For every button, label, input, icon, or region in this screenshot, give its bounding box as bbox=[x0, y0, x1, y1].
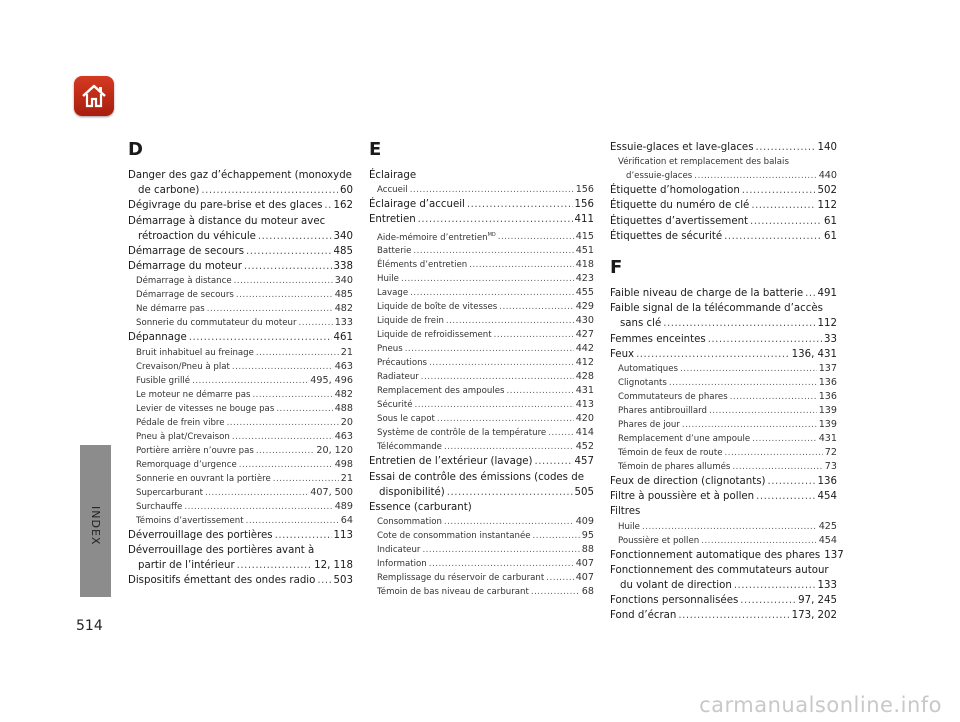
index-column-e bbox=[369, 140, 594, 599]
index-subentry: Témoins d’avertissement ..... 64 bbox=[128, 514, 353, 528]
index-subentry: Précautions ..... 412 bbox=[369, 356, 594, 370]
index-entry[interactable]: Fonctionnement des commutateurs autour bbox=[610, 564, 829, 576]
index-subentry: Remorquage d’urgence ..... 498 bbox=[128, 458, 353, 472]
index-subentry: Portière arrière n’ouvre pas ..... 20, 120 bbox=[128, 444, 353, 458]
index-subentry: d’essuie-glaces ..... 440 bbox=[610, 169, 837, 183]
index-subentry: Liquide de frein ..... 430 bbox=[369, 314, 594, 328]
index-subentry: Pneus ..... 442 bbox=[369, 342, 594, 356]
index-subentry: Consommation ..... 409 bbox=[369, 515, 594, 529]
index-entry: Filtre à poussière et à pollen ..... 454 bbox=[610, 489, 837, 504]
index-entry: rétroaction du véhicule ..... 340 bbox=[128, 229, 353, 244]
section-letter-d: D bbox=[128, 139, 143, 160]
index-subentry: Sonnerie en ouvrant la portière ..... 21 bbox=[128, 472, 353, 486]
index-column-f bbox=[610, 140, 844, 624]
index-side-label: INDEX bbox=[89, 506, 102, 546]
index-subentry[interactable]: Vérification et remplacement des balais bbox=[618, 157, 789, 168]
index-subentry: Éléments d’entretien ..... 418 bbox=[369, 258, 594, 272]
index-subentry: Radiateur ..... 428 bbox=[369, 370, 594, 384]
index-entry: Éclairage d’accueil ..... 156 bbox=[369, 197, 594, 212]
index-entry[interactable]: Éclairage bbox=[369, 170, 417, 181]
index-subentry: Indicateur ..... 88 bbox=[369, 543, 594, 557]
index-subentry: Démarrage de secours ..... 485 bbox=[128, 288, 353, 302]
index-subentry: Information ..... 407 bbox=[369, 557, 594, 571]
index-subentry: Témoin de phares allumés ..... 73 bbox=[610, 460, 837, 474]
index-subentry: Sous le capot ..... 420 bbox=[369, 412, 594, 426]
index-entry[interactable]: Démarrage à distance du moteur avec bbox=[128, 215, 326, 227]
index-subentry: Fusible grillé ..... 495, 496 bbox=[128, 374, 353, 388]
index-entry: Étiquettes de sécurité ..... 61 bbox=[610, 229, 837, 244]
index-entry: partir de l’intérieur ..... 12, 118 bbox=[128, 558, 353, 573]
index-subentry: Système de contrôle de la température ..... 414 bbox=[369, 426, 594, 440]
index-subentry: Témoin de bas niveau de carburant ..... 68 bbox=[369, 585, 594, 599]
index-subentry: Remplacement d’une ampoule ..... 431 bbox=[610, 432, 837, 446]
index-entry: Femmes enceintes ..... 33 bbox=[610, 332, 837, 347]
index-entry: Entretien ..... 411 bbox=[369, 212, 594, 227]
index-subentry: Sécurité ..... 413 bbox=[369, 398, 594, 412]
index-subentry: Crevaison/Pneu à plat ..... 463 bbox=[128, 360, 353, 374]
index-entry[interactable]: Essai de contrôle des émissions (codes de bbox=[369, 471, 584, 483]
index-entry: Dispositifs émettant des ondes radio ..... 503 bbox=[128, 573, 353, 588]
index-entry: disponibilité) ..... 505 bbox=[369, 485, 594, 500]
index-entry: sans clé ..... 112 bbox=[610, 316, 837, 331]
index-entry: Faible niveau de charge de la batterie ..... 491 bbox=[610, 286, 837, 301]
index-subentry: Supercarburant ..... 407, 500 bbox=[128, 486, 353, 500]
index-entry: Dégivrage du pare-brise et des glaces ..... 162 bbox=[128, 198, 353, 213]
index-subentry: Liquide de refroidissement ..... 427 bbox=[369, 328, 594, 342]
index-subentry: Phares de jour ..... 139 bbox=[610, 418, 837, 432]
section-letter-f: F bbox=[610, 257, 623, 279]
index-subentry: Surchauffe ..... 489 bbox=[128, 500, 353, 514]
index-subentry: Huile ..... 423 bbox=[369, 272, 594, 286]
index-entry: Entretien de l’extérieur (lavage) ..... 457 bbox=[369, 454, 594, 469]
index-entry[interactable]: Filtres bbox=[610, 506, 641, 518]
index-subentry: Remplissage du réservoir de carburant ..... 407 bbox=[369, 571, 594, 585]
index-entry[interactable]: Faible signal de la télécommande d’accès bbox=[610, 303, 823, 315]
index-subentry: Lavage ..... 455 bbox=[369, 286, 594, 300]
index-subentry: Phares antibrouillard ..... 139 bbox=[610, 404, 837, 418]
index-entry: Étiquette d’homologation ..... 502 bbox=[610, 183, 837, 198]
index-entry: Étiquette du numéro de clé ..... 112 bbox=[610, 198, 837, 213]
index-entry: Feux de direction (clignotants) ..... 136 bbox=[610, 474, 837, 489]
index-subentry: Aide-mémoire d’entretien$^{MD}$ ..... 415 bbox=[369, 228, 594, 245]
index-subentry: Le moteur ne démarre pas ..... 482 bbox=[128, 388, 353, 402]
index-entry: Dépannage ..... 461 bbox=[128, 330, 353, 345]
index-entry: Déverrouillage des portières ..... 113 bbox=[128, 528, 353, 543]
index-subentry: Témoin de feux de route ..... 72 bbox=[610, 446, 837, 460]
section-letter-e: E bbox=[369, 139, 382, 160]
page-number: 514 bbox=[76, 618, 103, 634]
index-subentry: Pédale de frein vibre ..... 20 bbox=[128, 416, 353, 430]
index-entry: de carbone) ..... 60 bbox=[128, 183, 353, 198]
index-subentry: Sonnerie du commutateur du moteur ..... 133 bbox=[128, 316, 353, 330]
index-entry: du volant de direction ..... 133 bbox=[610, 578, 837, 593]
index-entry: Essuie-glaces et lave-glaces ..... 140 bbox=[610, 140, 837, 155]
index-entry[interactable]: Danger des gaz d’échappement (monoxyde bbox=[128, 170, 352, 181]
index-subentry: Commutateurs de phares ..... 136 bbox=[610, 390, 837, 404]
index-subentry: Huile ..... 425 bbox=[610, 520, 837, 534]
index-entry: Démarrage du moteur ..... 338 bbox=[128, 259, 353, 274]
index-subentry: Poussière et pollen ..... 454 bbox=[610, 534, 837, 548]
index-subentry: Démarrage à distance ..... 340 bbox=[128, 274, 353, 288]
index-subentry: Ne démarre pas ..... 482 bbox=[128, 302, 353, 316]
index-entry[interactable]: Essence (carburant) bbox=[369, 502, 472, 514]
index-entry: Feux ..... 136, 431 bbox=[610, 347, 837, 362]
index-subentry: Télécommande ..... 452 bbox=[369, 440, 594, 454]
index-subentry: Liquide de boîte de vitesses ..... 429 bbox=[369, 300, 594, 314]
index-entry: Fonctions personnalisées ..... 97, 245 bbox=[610, 593, 837, 608]
index-subentry: Pneu à plat/Crevaison ..... 463 bbox=[128, 430, 353, 444]
index-column-d bbox=[128, 140, 353, 588]
index-subentry: Batterie ..... 451 bbox=[369, 244, 594, 258]
index-entry: Fonctionnement automatique des phares 137 bbox=[610, 549, 844, 561]
index-subentry: Bruit inhabituel au freinage ..... 21 bbox=[128, 346, 353, 360]
home-icon bbox=[79, 81, 109, 111]
index-subentry: Accueil ..... 156 bbox=[369, 183, 594, 197]
watermark: carmanualsonline.info bbox=[699, 693, 942, 717]
index-entry: Fond d’écran ..... 173, 202 bbox=[610, 608, 837, 623]
index-entry: Étiquettes d’avertissement ..... 61 bbox=[610, 214, 837, 229]
index-subentry: Clignotants ..... 136 bbox=[610, 376, 837, 390]
index-entry[interactable]: Déverrouillage des portières avant à bbox=[128, 544, 315, 556]
index-subentry: Cote de consommation instantanée ..... 95 bbox=[369, 529, 594, 543]
index-subentry: Remplacement des ampoules ..... 431 bbox=[369, 384, 594, 398]
home-button[interactable] bbox=[74, 76, 114, 116]
index-subentry: Levier de vitesses ne bouge pas ..... 488 bbox=[128, 402, 353, 416]
index-subentry: Automatiques ..... 137 bbox=[610, 362, 837, 376]
index-entry: Démarrage de secours ..... 485 bbox=[128, 244, 353, 259]
